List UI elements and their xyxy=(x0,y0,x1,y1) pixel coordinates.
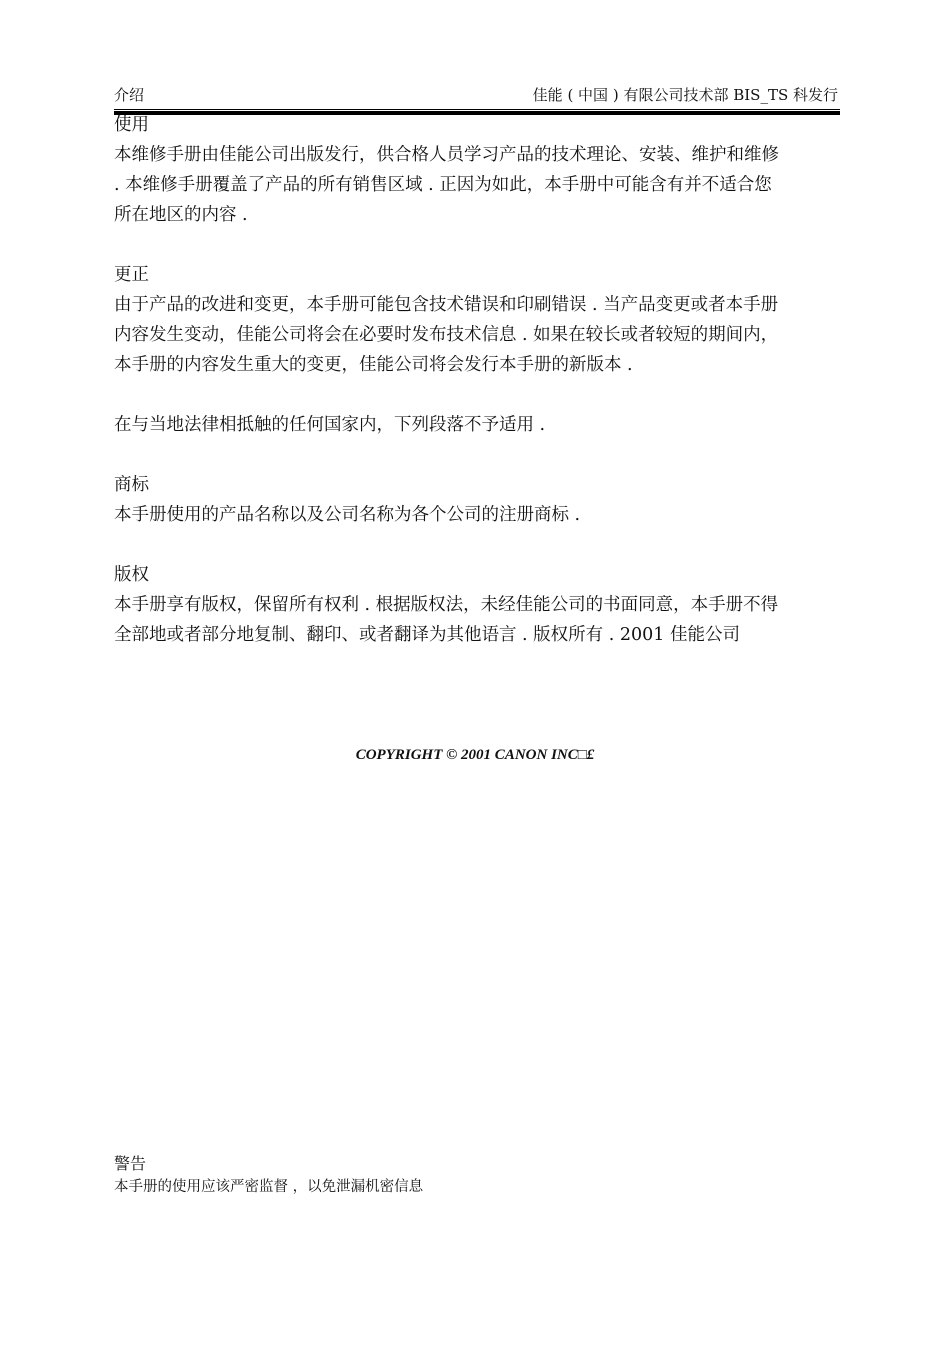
header-section-title: 介绍 xyxy=(114,86,145,104)
section-heading-usage: 使用 xyxy=(114,115,149,135)
section-trademark xyxy=(114,470,844,530)
paragraph-line: 本手册使用的产品名称以及公司名称为各个公司的注册商标 . xyxy=(114,505,581,525)
paragraph-line: . 本维修手册覆盖了产品的所有销售区域 . 正因为如此，本手册中可能含有并不适合您 xyxy=(114,175,772,195)
page-header xyxy=(114,84,838,106)
local-law-note: 在与当地法律相抵触的任何国家内，下列段落不予适用 . xyxy=(114,415,546,435)
copyright-notice: COPYRIGHT © 2001 CANON INC□£ xyxy=(355,747,595,763)
paragraph-line: 所在地区的内容 . xyxy=(114,205,248,225)
document-body xyxy=(114,110,844,680)
section-copyright xyxy=(114,560,844,650)
section-heading-trademark: 商标 xyxy=(114,475,149,495)
paragraph-line: 全部地或者部分地复制、翻印、或者翻译为其他语言 . 版权所有 . 2001 佳能公司 xyxy=(114,625,740,645)
paragraph-line: 本手册享有版权，保留所有权利 . 根据版权法，未经佳能公司的书面同意，本手册不得 xyxy=(114,595,779,615)
paragraph-line: 本维修手册由佳能公司出版发行，供合格人员学习产品的技术理论、安装、维护和维修 xyxy=(114,145,779,165)
section-heading-correction: 更正 xyxy=(114,265,149,285)
paragraph-line: 内容发生变动，佳能公司将会在必要时发布技术信息 . 如果在较长或者较短的期间内， xyxy=(114,325,779,345)
header-publisher: 佳能 ( 中国 ) 有限公司技术部 BIS_TS 科发行 xyxy=(532,86,838,104)
section-usage xyxy=(114,110,844,230)
section-correction xyxy=(114,260,844,380)
warning-heading: 警告 xyxy=(114,1154,147,1173)
warning-text: 本手册的使用应该严密监督 ，以免泄漏机密信息 xyxy=(114,1179,424,1195)
warning-block xyxy=(114,1152,844,1198)
section-heading-copyright: 版权 xyxy=(114,565,149,585)
paragraph-line: 本手册的内容发生重大的变更，佳能公司将会发行本手册的新版本 . xyxy=(114,355,633,375)
paragraph-line: 由于产品的改进和变更，本手册可能包含技术错误和印刷错误 . 当产品变更或者本手册 xyxy=(114,295,779,315)
